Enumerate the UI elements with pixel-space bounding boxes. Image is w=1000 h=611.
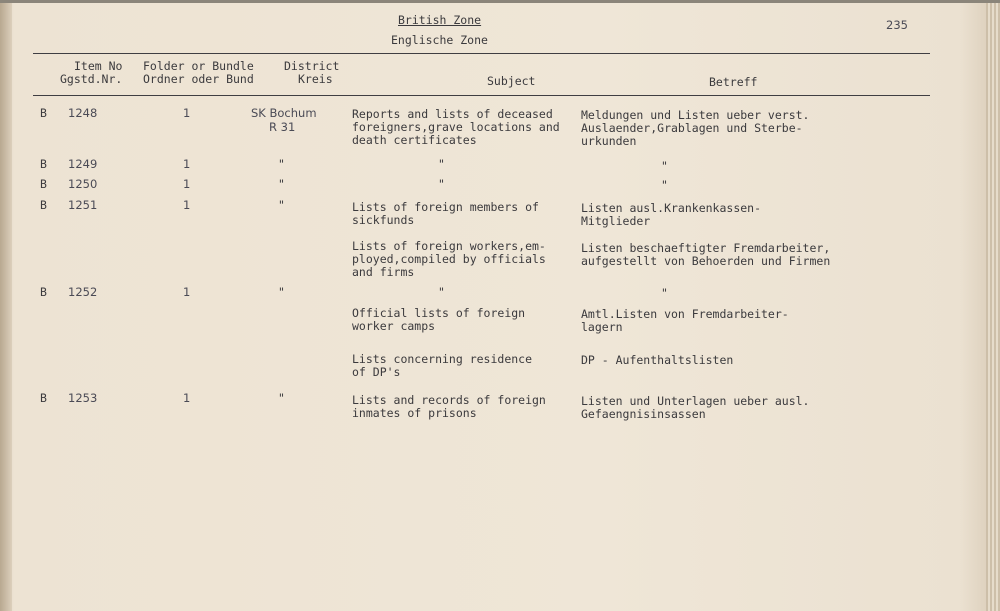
- row-folder: 1: [183, 106, 191, 120]
- row-betreff: ": [661, 178, 668, 192]
- page-number: 235: [886, 18, 908, 32]
- col-district-de: Kreis: [298, 72, 333, 86]
- page-binding: [0, 0, 12, 611]
- page-stack-edge: [986, 0, 1000, 611]
- row-subject: Lists concerning residence of DP's: [352, 352, 533, 379]
- row-item: 1249: [68, 157, 98, 171]
- row-series: B: [40, 391, 47, 405]
- row-item: 1252: [68, 285, 98, 299]
- zone-title-en: British Zone: [398, 13, 482, 27]
- row-betreff: DP - Aufenthaltslisten: [581, 353, 734, 367]
- row-series: B: [40, 285, 47, 299]
- row-series: B: [40, 106, 47, 120]
- row-subject: Reports and lists of deceased foreigners,grave locations and death certificates: [352, 107, 560, 147]
- row-district: ": [278, 177, 285, 191]
- header-bottom-rule: [33, 95, 930, 96]
- row-series: B: [40, 177, 47, 191]
- row-betreff: Listen beschaeftigter Fremdarbeiter, aufgestellt von Behoerden und Firmen: [581, 241, 831, 268]
- row-folder: 1: [183, 177, 191, 191]
- row-district: SK Bochum: [251, 106, 317, 120]
- row-district: ": [278, 198, 285, 212]
- row-folder: 1: [183, 391, 191, 405]
- row-subject: Lists and records of foreign inmates of prisons: [352, 393, 546, 420]
- row-subject: ": [438, 177, 445, 191]
- col-subject: Subject: [487, 74, 536, 88]
- row-subject: Lists of foreign workers,em- ployed,compiled by officials and firms: [352, 239, 546, 279]
- row-betreff: ": [661, 286, 668, 300]
- row-betreff: ": [661, 159, 668, 173]
- row-series: B: [40, 157, 47, 171]
- header-top-rule: [33, 53, 930, 54]
- row-subject: Official lists of foreign worker camps: [352, 306, 526, 333]
- row-subject: Lists of foreign members of sickfunds: [352, 200, 539, 227]
- row-folder: 1: [183, 198, 191, 212]
- row-district: ": [278, 391, 285, 405]
- col-folder-de: Ordner oder Bund: [143, 72, 254, 86]
- row-district: ": [278, 285, 285, 299]
- row-item: 1250: [68, 177, 98, 191]
- col-district-en: District: [284, 59, 340, 73]
- row-subject: ": [438, 285, 445, 299]
- row-subject: ": [438, 157, 445, 171]
- row-item: 1253: [68, 391, 98, 405]
- row-betreff: Listen und Unterlagen ueber ausl. Gefaengnisinsassen: [581, 394, 810, 421]
- row-district: ": [278, 157, 285, 171]
- col-folder-en: Folder or Bundle: [143, 59, 254, 73]
- row-betreff: Listen ausl.Krankenkassen- Mitglieder: [581, 201, 762, 228]
- col-item-en: Item No: [74, 59, 123, 73]
- row-item: 1248: [68, 106, 98, 120]
- row-folder: 1: [183, 157, 191, 171]
- row-district-code: R 31: [269, 120, 296, 134]
- row-folder: 1: [183, 285, 191, 299]
- row-series: B: [40, 198, 47, 212]
- col-betreff: Betreff: [709, 75, 758, 89]
- col-item-de: Ggstd.Nr.: [60, 72, 123, 86]
- row-item: 1251: [68, 198, 98, 212]
- row-betreff: Amtl.Listen von Fremdarbeiter- lagern: [581, 307, 789, 334]
- page-top-edge: [0, 0, 1000, 3]
- row-betreff: Meldungen und Listen ueber verst. Auslaender,Grablagen und Sterbe- urkunden: [581, 108, 810, 148]
- zone-title-de: Englische Zone: [391, 33, 488, 47]
